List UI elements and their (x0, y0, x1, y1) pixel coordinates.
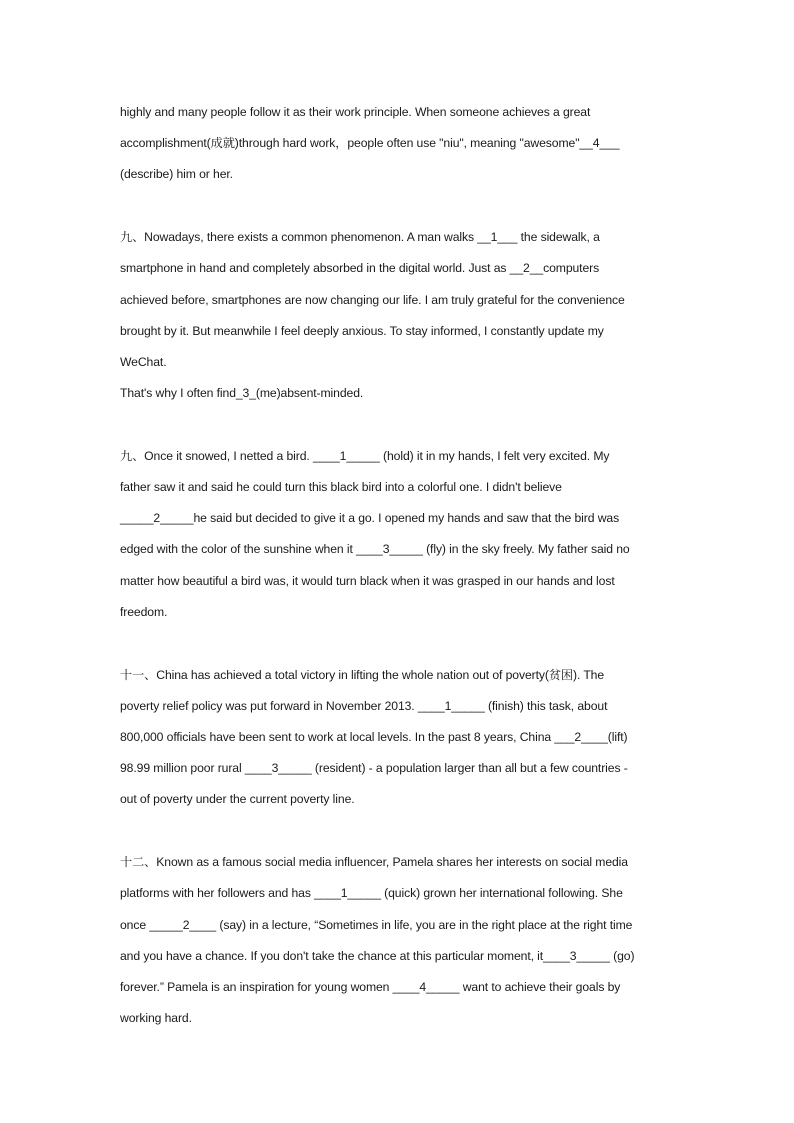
text-line: once _____2____ (say) in a lecture, “Sometimes in life, you are in the right place at the right time (120, 917, 633, 932)
text-line: brought by it. But meanwhile I feel deeply anxious. To stay informed, I constantly update my (120, 323, 604, 338)
passage-nine-a (120, 222, 680, 409)
text-line: platforms with her followers and has ____1_____ (quick) grown her international following. She (120, 886, 623, 901)
text-line: forever.” Pamela is an inspiration for young women ____4_____ want to achieve their goals by (120, 979, 621, 994)
text-line: 九、Nowadays, there exists a common phenomenon. A man walks __1___ the sidewalk, a (120, 230, 600, 245)
text-line: matter how beautiful a bird was, it would turn black when it was grasped in our hands and lost (120, 573, 615, 588)
text-line: achieved before, smartphones are now changing our life. I am truly grateful for the convenience (120, 292, 625, 307)
text-line: accomplishment(成就)through hard work，people often use "niu", meaning "awesome"__4___ (120, 136, 620, 151)
text-line: working hard. (120, 1011, 192, 1026)
text-line: (describe) him or her. (120, 167, 233, 182)
text-line: 十一、China has achieved a total victory in lifting the whole nation out of poverty(贫困). The (120, 667, 605, 682)
text-line: out of poverty under the current poverty line. (120, 792, 355, 807)
text-line: 九、Once it snowed, I netted a bird. ____1_____ (hold) it in my hands, I felt very excited. My (120, 448, 610, 463)
passage-continued (120, 97, 680, 191)
text-line: highly and many people follow it as their work principle. When someone achieves a great (120, 105, 591, 119)
text-line: smartphone in hand and completely absorbed in the digital world. Just as __2__computers (120, 261, 600, 276)
document-page (120, 97, 680, 1034)
text-line: WeChat. (120, 354, 167, 369)
text-line: 98.99 million poor rural ____3_____ (resident) - a population larger than all but a few countries - (120, 761, 628, 776)
text-line: 800,000 officials have been sent to work at local levels. In the past 8 years, China ___2____(lift) (120, 729, 628, 744)
text-line: and you have a chance. If you don't take the chance at this particular moment, it____3_____ (go) (120, 948, 635, 963)
passage-twelve (120, 847, 680, 1034)
text-line: freedom. (120, 604, 168, 619)
text-line: _____2_____he said but decided to give it a go. I opened my hands and saw that the bird was (120, 511, 620, 526)
text-line: That's why I often find_3_(me)absent-minded. (120, 386, 364, 401)
text-line: 十二、Known as a famous social media influencer, Pamela shares her interests on social media (120, 855, 628, 870)
text-line: poverty relief policy was put forward in November 2013. ____1_____ (finish) this task, about (120, 698, 608, 713)
passage-eleven (120, 660, 680, 816)
text-line: edged with the color of the sunshine when it ____3_____ (fly) in the sky freely. My father said no (120, 542, 630, 557)
text-line: father saw it and said he could turn this black bird into a colorful one. I didn't believe (120, 480, 562, 495)
passage-nine-b (120, 441, 680, 628)
